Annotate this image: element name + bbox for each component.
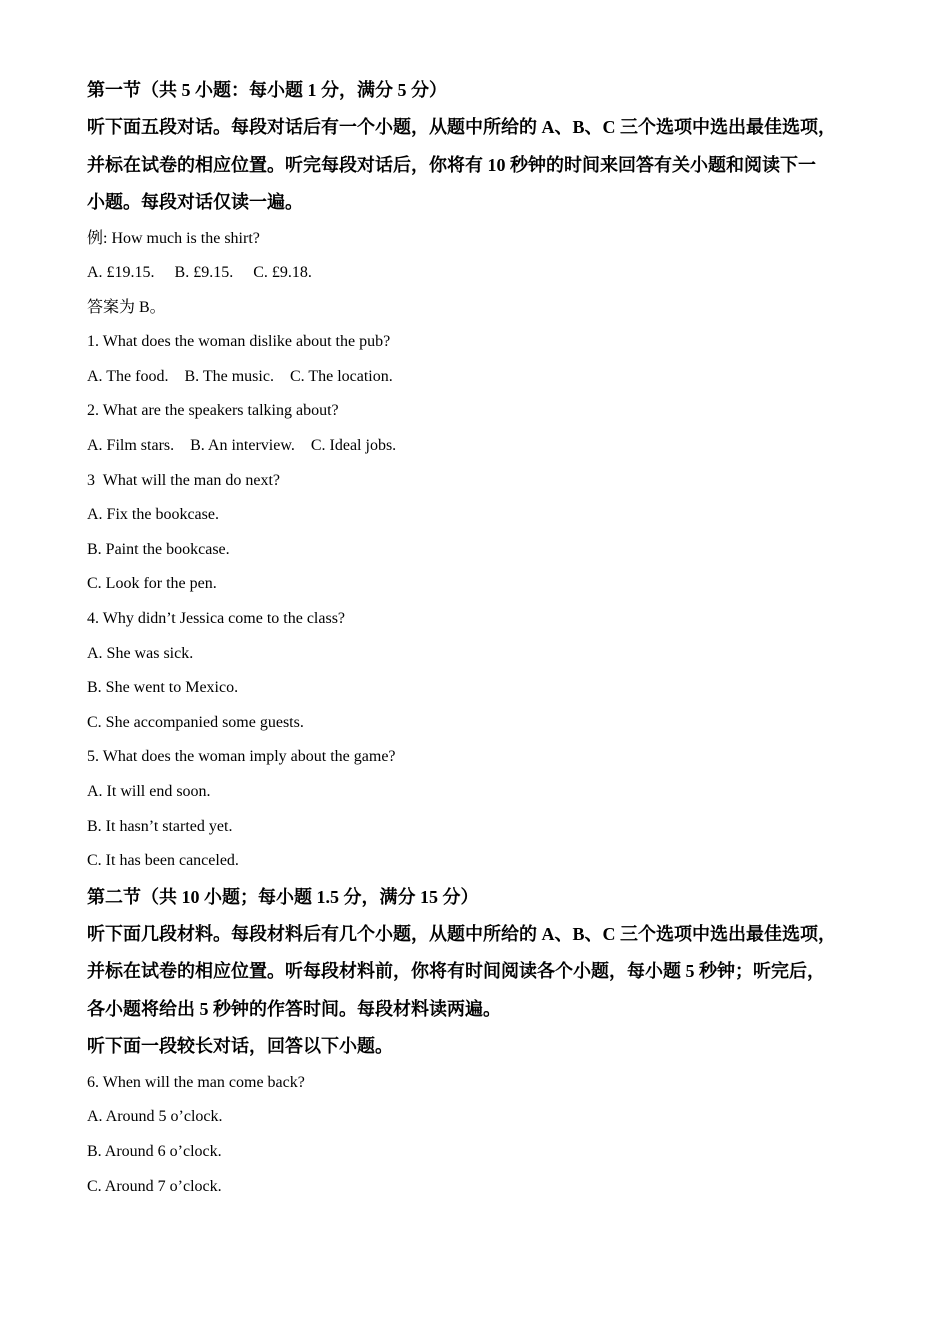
section2-instruction-line-3: 各小题将给出 5 秒钟的作答时间。每段材料读两遍。 <box>87 998 501 1019</box>
section2-heading: 第二节（共 10 小题；每小题 1.5 分，满分 15 分） <box>87 886 479 907</box>
exam-page <box>87 72 887 1204</box>
question-2-options: A. Film stars. B. An interview. C. Ideal jobs. <box>87 437 397 455</box>
example-question: 例: How much is the shirt? <box>87 229 260 247</box>
question-1-options: A. The food. B. The music. C. The location. <box>87 367 393 385</box>
question-4: 4. Why didn’t Jessica come to the class? <box>87 610 346 628</box>
question-4-option-a: A. She was sick. <box>87 644 194 662</box>
section1-instruction-line-1: 听下面五段对话。每段对话后有一个小题，从题中所给的 A、B、C 三个选项中选出最佳选项， <box>87 117 836 137</box>
section2-sub-instruction: 听下面一段较长对话，回答以下小题。 <box>87 1036 393 1057</box>
question-3-option-b: B. Paint the bookcase. <box>87 540 230 558</box>
section1-heading: 第一节（共 5 小题：每小题 1 分，满分 5 分） <box>87 80 447 100</box>
question-4-option-c: C. She accompanied some guests. <box>87 713 304 731</box>
section2-instruction-line-1: 听下面几段材料。每段材料后有几个小题，从题中所给的 A、B、C 三个选项中选出最佳选项， <box>87 923 836 944</box>
section1-instruction-line-3: 小题。每段对话仅读一遍。 <box>87 192 303 212</box>
question-2: 2. What are the speakers talking about? <box>87 402 339 420</box>
question-3-option-c: C. Look for the pen. <box>87 575 217 593</box>
question-6: 6. When will the man come back? <box>87 1073 305 1091</box>
section2-instruction-line-2: 并标在试卷的相应位置。听每段材料前，你将有时间阅读各个小题，每小题 5 秒钟；听完后， <box>87 961 825 982</box>
question-3-option-a: A. Fix the bookcase. <box>87 506 219 524</box>
question-4-option-b: B. She went to Mexico. <box>87 679 239 697</box>
question-5: 5. What does the woman imply about the game? <box>87 748 396 766</box>
example-answer: 答案为 B。 <box>87 298 166 316</box>
example-options: A. £19.15. B. £9.15. C. £9.18. <box>87 264 312 282</box>
question-6-option-c: C. Around 7 o’clock. <box>87 1177 222 1195</box>
section1-instruction-line-2: 并标在试卷的相应位置。听完每段对话后，你将有 10 秒钟的时间来回答有关小题和阅读下一 <box>87 154 816 175</box>
question-5-option-b: B. It hasn’t started yet. <box>87 817 233 835</box>
question-3: 3 What will the man do next? <box>87 471 280 489</box>
question-6-option-b: B. Around 6 o’clock. <box>87 1142 222 1160</box>
question-5-option-c: C. It has been canceled. <box>87 852 239 870</box>
question-1: 1. What does the woman dislike about the pub? <box>87 333 391 351</box>
question-6-option-a: A. Around 5 o’clock. <box>87 1108 223 1126</box>
question-5-option-a: A. It will end soon. <box>87 783 211 800</box>
